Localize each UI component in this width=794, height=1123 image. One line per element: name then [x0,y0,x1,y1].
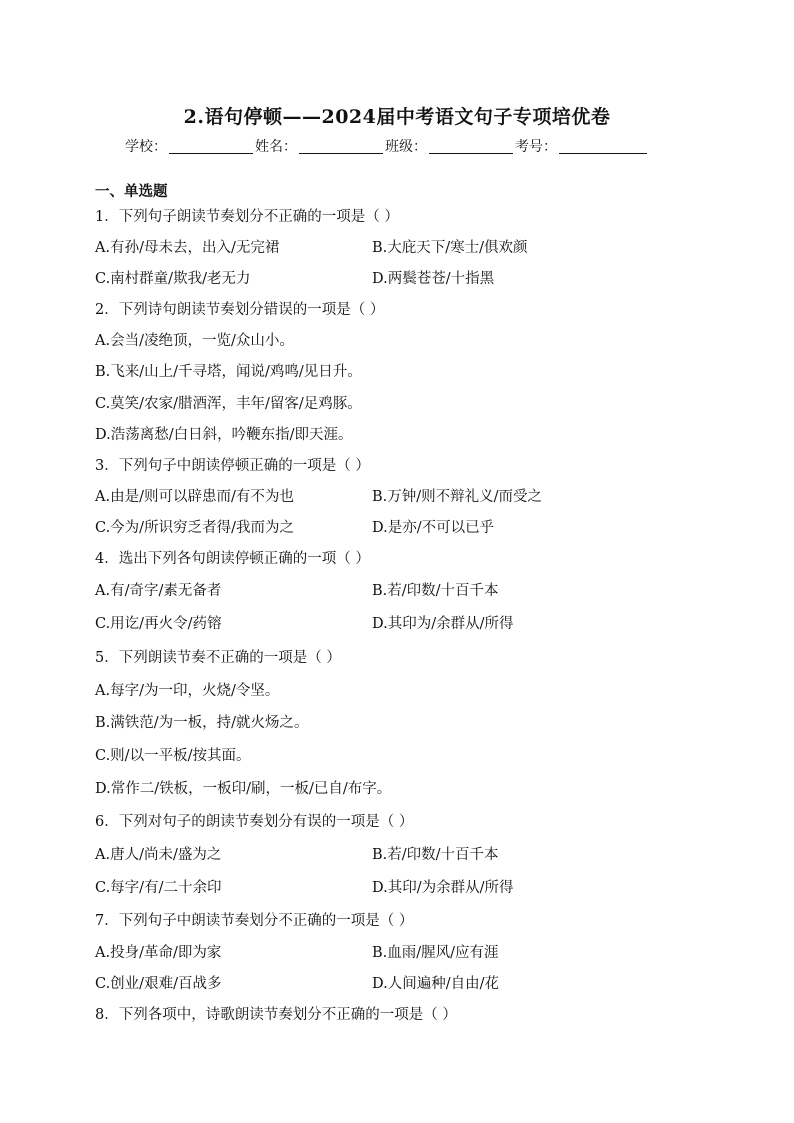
question-2-stem: 2．下列诗句朗读节奏划分错误的一项是（ ） [95,302,385,318]
question-5-option-d[interactable]: D.常作二/铁板，一板印/刷，一板/已自/布字。 [95,781,392,797]
question-6-stem: 6．下列对句子的朗读节奏划分有误的一项是（ ） [95,814,414,830]
question-1-option-a[interactable]: A.有孙/母未去，出入/无完裙 [95,240,280,256]
student-info-line [125,136,649,156]
school-blank[interactable] [169,139,253,154]
question-6-option-d[interactable]: D.其印/为余群从/所得 [372,880,514,896]
question-1-option-b[interactable]: B.大庇天下/寒士/俱欢颜 [372,240,528,256]
question-2-option-d[interactable]: D.浩荡离愁/白日斜，吟鞭东指/即天涯。 [95,427,353,443]
question-1-option-d[interactable]: D.两鬓苍苍/十指黑 [372,271,495,287]
question-1-option-c[interactable]: C.南村群童/欺我/老无力 [95,271,251,287]
question-3-option-b[interactable]: B.万钟/则不辩礼义/而受之 [372,489,543,505]
question-7-option-a[interactable]: A.投身/革命/即为家 [95,945,222,961]
question-6-option-c[interactable]: C.每字/有/二十余印 [95,880,222,896]
question-7-option-d[interactable]: D.人间遍种/自由/花 [372,976,499,992]
question-7-option-b[interactable]: B.血雨/腥风/应有涯 [372,945,499,961]
question-3-option-c[interactable]: C.今为/所识穷乏者得/我而为之 [95,520,294,536]
question-4-option-d[interactable]: D.其印为/余群从/所得 [372,616,514,632]
question-6-option-a[interactable]: A.唐人/尚未/盛为之 [95,847,222,863]
question-7-stem: 7．下列句子中朗读节奏划分不正确的一项是（ ） [95,913,414,929]
question-8-stem: 8．下列各项中，诗歌朗读节奏划分不正确的一项是（ ） [95,1007,457,1023]
question-7-option-c[interactable]: C.创业/艰难/百战多 [95,976,222,992]
question-1-stem: 1．下列句子朗读节奏划分不正确的一项是（ ） [95,209,399,225]
question-5-option-a[interactable]: A.每字/为一印，火烧/令坚。 [95,683,280,699]
question-2-option-a[interactable]: A.会当/凌绝顶，一览/众山小。 [95,333,294,349]
question-6-option-b[interactable]: B.若/印数/十百千本 [372,847,499,863]
question-4-option-c[interactable]: C.用讫/再火令/药镕 [95,616,222,632]
exam-no-blank[interactable] [559,139,647,154]
question-2-option-c[interactable]: C.莫笑/农家/腊酒浑，丰年/留客/足鸡豚。 [95,396,362,412]
class-label: 班级： [385,139,427,155]
question-3-stem: 3．下列句子中朗读停顿正确的一项是（ ） [95,458,370,474]
page-title: 2.语句停顿——2024届中考语文句子专项培优卷 [183,106,611,128]
question-3-option-a[interactable]: A.由是/则可以辟患而/有不为也 [95,489,294,505]
exam-no-label: 考号： [515,139,557,155]
question-4-option-b[interactable]: B.若/印数/十百千本 [372,583,499,599]
section-heading: 一、单选题 [95,184,168,200]
school-label: 学校： [125,139,167,155]
question-5-option-c[interactable]: C.则/以一平板/按其面。 [95,748,251,764]
question-5-option-b[interactable]: B.满铁范/为一板，持/就火炀之。 [95,715,309,731]
question-2-option-b[interactable]: B.飞来/山上/千寻塔，闻说/鸡鸣/见日升。 [95,364,362,380]
class-blank[interactable] [429,139,513,154]
name-label: 姓名： [255,139,297,155]
question-3-option-d[interactable]: D.是亦/不可以已乎 [372,520,495,536]
question-4-option-a[interactable]: A.有/奇字/素无备者 [95,583,222,599]
question-5-stem: 5．下列朗读节奏不正确的一项是（ ） [95,650,341,666]
question-4-stem: 4．选出下列各句朗读停顿正确的一项（ ） [95,551,370,567]
name-blank[interactable] [299,139,383,154]
